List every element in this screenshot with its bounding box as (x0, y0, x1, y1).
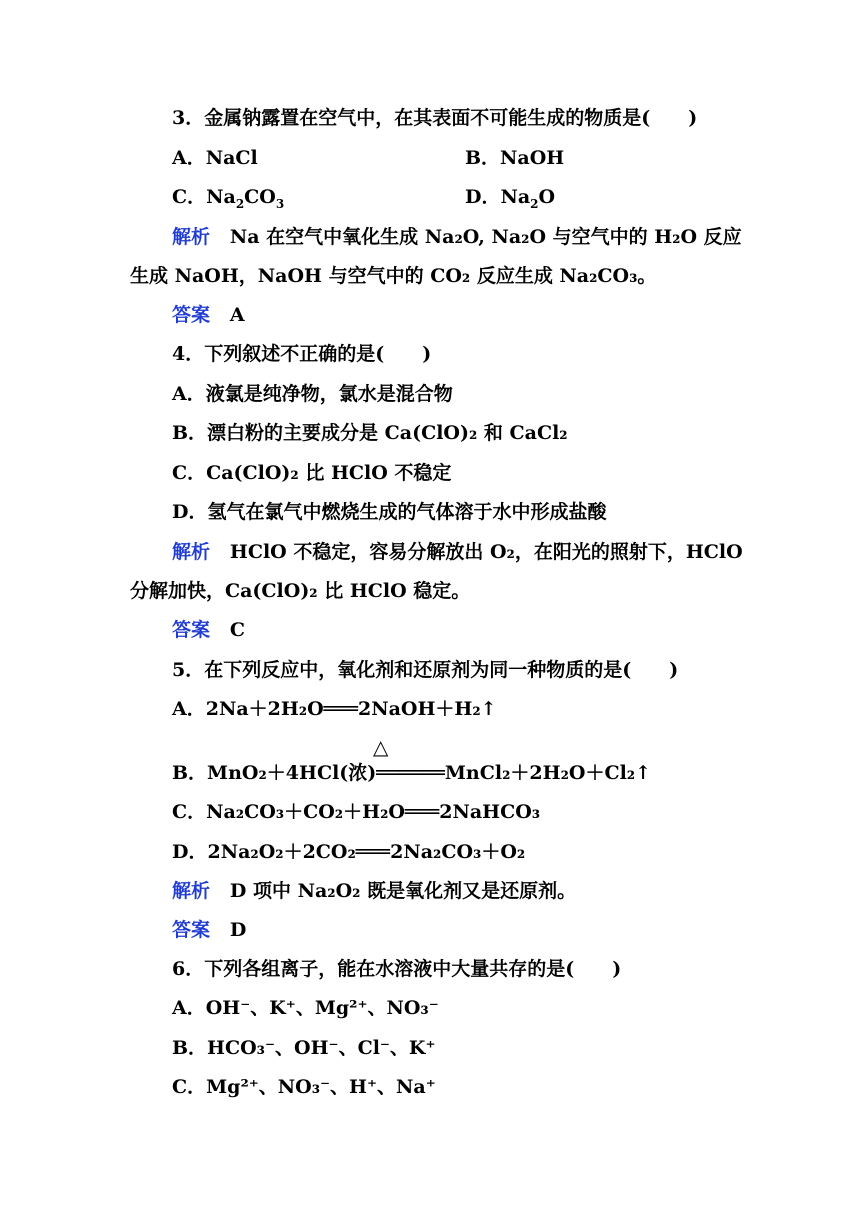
q6-option-b: B．HCO₃⁻、OH⁻、Cl⁻、K⁺ (172, 1037, 436, 1059)
q4-answer: 答案 C (172, 619, 245, 641)
analysis-tag: 解析 (172, 880, 211, 902)
q3-option-d: D．$Na_2O$ (465, 186, 556, 211)
q5-option-c: C．Na₂CO₃＋CO₂＋H₂O═══2NaHCO₃ (172, 801, 541, 823)
q4-option-b: B．漂白粉的主要成分是 Ca(ClO)₂ 和 CaCl₂ (172, 422, 568, 444)
q3-answer: 答案 A (172, 304, 245, 326)
q4-analysis-cont: 分解加快，Ca(ClO)₂ 比 HClO 稳定。 (130, 580, 471, 602)
q6-option-c: C．Mg²⁺、NO₃⁻、H⁺、Na⁺ (172, 1076, 436, 1098)
q4-stem: 4．下列叙述不正确的是( ) (172, 343, 432, 365)
q4-option-d: D．氢气在氯气中燃烧生成的气体溶于水中形成盐酸 (172, 501, 607, 523)
q6-option-a: A．OH⁻、K⁺、Mg²⁺、NO₃⁻ (172, 997, 439, 1019)
answer-tag: 答案 (172, 919, 211, 941)
q4-option-a: A．液氯是纯净物，氯水是混合物 (172, 383, 453, 405)
analysis-tag: 解析 (172, 541, 211, 563)
q5-stem: 5．在下列反应中，氧化剂和还原剂为同一种物质的是( ) (172, 659, 679, 681)
heat-triangle-icon: △ (373, 735, 389, 759)
q5-option-b: B．MnO₂＋4HCl(浓)══════MnCl₂＋2H₂O＋Cl₂↑ (172, 762, 652, 784)
answer-tag: 答案 (172, 619, 211, 641)
answer-tag: 答案 (172, 304, 211, 326)
q3-option-b: B．NaOH (465, 147, 565, 169)
q3-option-c: C．$Na_2CO_3$ (172, 186, 285, 211)
q5-answer: 答案 D (172, 919, 247, 941)
q3-analysis-cont: 生成 NaOH，NaOH 与空气中的 CO₂ 反应生成 Na₂CO₃。 (130, 265, 657, 287)
q3-analysis: 解析 Na 在空气中氧化生成 Na₂O, Na₂O 与空气中的 H₂O 反应 (172, 226, 742, 248)
q3-option-a: A．NaCl (172, 147, 258, 169)
q5-analysis: 解析 D 项中 Na₂O₂ 既是氧化剂又是还原剂。 (172, 880, 577, 902)
q4-analysis: 解析 HClO 不稳定，容易分解放出 O₂，在阳光的照射下，HClO (172, 541, 743, 563)
q5-option-a: A．2Na＋2H₂O═══2NaOH＋H₂↑ (172, 698, 497, 720)
q4-option-c: C．Ca(ClO)₂ 比 HClO 不稳定 (172, 462, 452, 484)
q3-stem: 3．金属钠露置在空气中，在其表面不可能生成的物质是( ) (172, 107, 698, 129)
analysis-tag: 解析 (172, 226, 211, 248)
q6-stem: 6．下列各组离子，能在水溶液中大量共存的是( ) (172, 958, 622, 980)
q5-option-d: D．2Na₂O₂＋2CO₂═══2Na₂CO₃＋O₂ (172, 841, 526, 863)
